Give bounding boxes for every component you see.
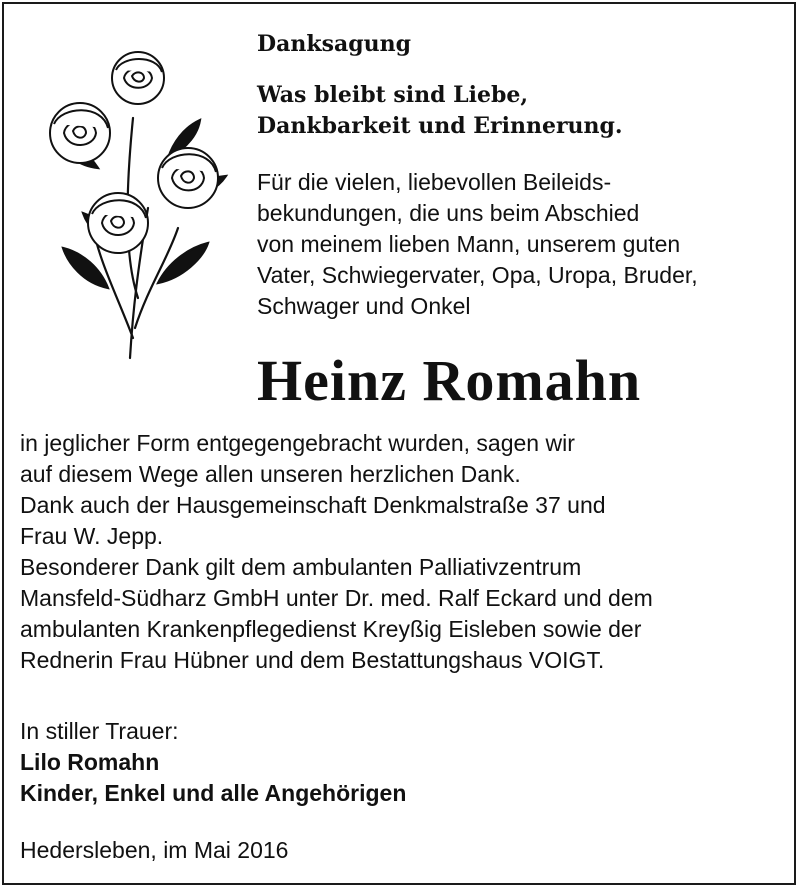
intro-text [257,167,777,322]
deceased-name: Heinz Romahn [257,348,642,413]
motto [257,80,623,142]
intro-line: von meinem lieben Mann, unserem guten [257,231,681,257]
rose-bouquet-icon [38,48,238,368]
closing-block [20,716,406,809]
intro-line: Schwager und Onkel [257,293,471,319]
body-line: Rednerin Frau Hübner und dem Bestattungshaus VOIGT. [20,647,605,673]
intro-line: bekundungen, die uns beim Abschied [257,200,640,226]
intro-line: Vater, Schwiegervater, Opa, Uropa, Bruder, [257,262,698,288]
signer-family: Kinder, Enkel und alle Angehörigen [20,780,407,806]
body-line: Besonderer Dank gilt dem ambulanten Palliativzentrum [20,554,582,580]
body-text [20,428,790,676]
body-line: Mansfeld-Südharz GmbH unter Dr. med. Ralf Eckard und dem [20,585,653,611]
body-line: ambulanten Krankenpflegedienst Kreyßig Eisleben sowie der [20,616,642,642]
body-line: in jeglicher Form entgegengebracht wurden, sagen wir [20,430,575,456]
body-line: Dank auch der Hausgemeinschaft Denkmalstraße 37 und [20,492,606,518]
body-line: Frau W. Jepp. [20,523,164,549]
motto-line: Was bleibt sind Liebe, [257,82,529,108]
body-line: auf diesem Wege allen unseren herzlichen Dank. [20,461,521,487]
place-date: Hedersleben, im Mai 2016 [20,837,289,863]
intro-line: Für die vielen, liebevollen Beileids- [257,169,612,195]
signer-primary: Lilo Romahn [20,749,160,775]
motto-line: Dankbarkeit und Erinnerung. [257,113,623,139]
mourning-line: In stiller Trauer: [20,718,179,744]
notice-heading: Danksagung [257,31,411,57]
